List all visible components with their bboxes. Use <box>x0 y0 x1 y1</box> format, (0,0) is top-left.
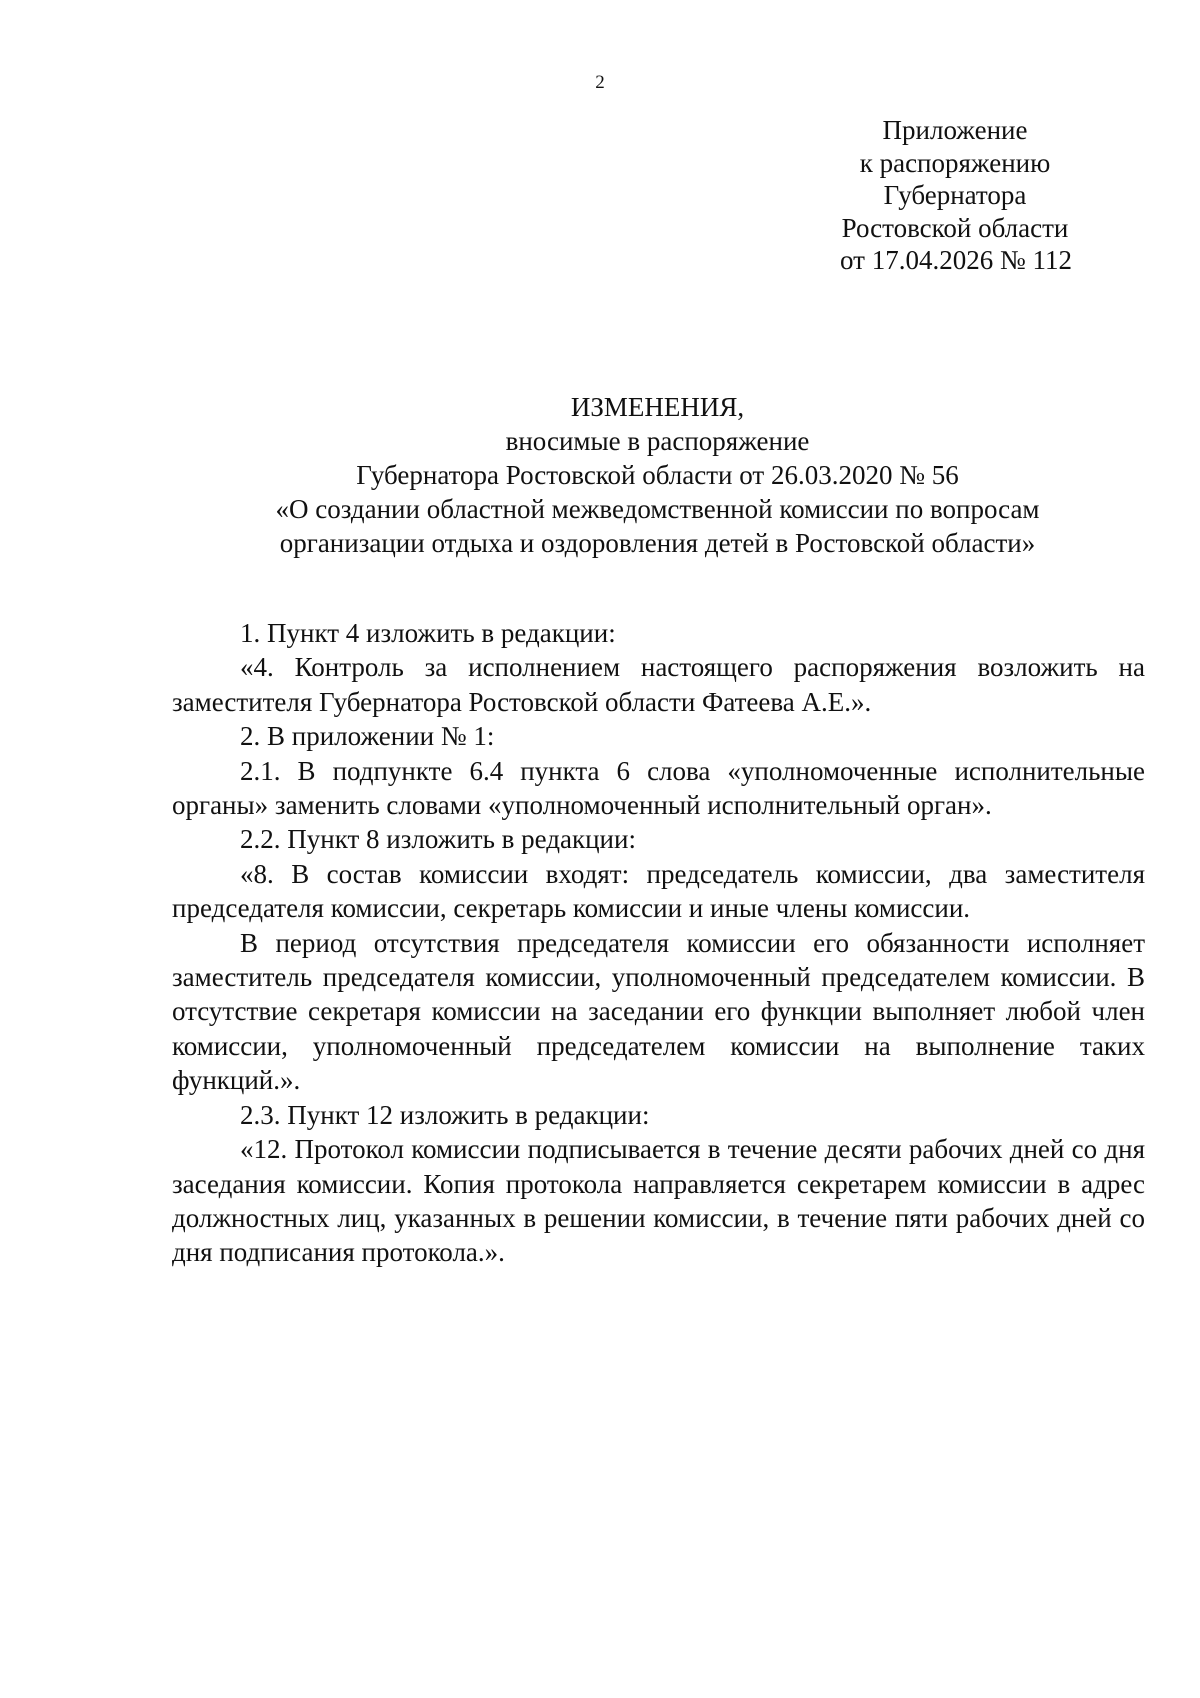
paragraph: 2.2. Пункт 8 изложить в редакции: <box>240 824 636 855</box>
paragraph: 1. Пункт 4 изложить в редакции: <box>240 618 616 648</box>
title-line: организации отдыха и оздоровления детей в Ростовской области» <box>279 528 1036 558</box>
paragraph: В период отсутствия председателя комиссии его обязанности исполняет заместитель председателя комиссии, уполномоченный председателем комиссии. В отсутствие секретаря комиссии на заседании его функции выполняет любой член комиссии, уполномоченный председателем комиссии на выполнение таких функций.». <box>172 927 1145 1096</box>
paragraph: «12. Протокол комиссии подписывается в течение десяти рабочих дней со дня заседания комиссии. Копия протокола направляется секретарем комиссии в адрес должностных лиц, указанных в решении комиссии, в течение пяти рабочих дней со дня подписания протокола.». <box>172 1134 1145 1268</box>
paragraph: 2. В приложении № 1: <box>240 721 495 752</box>
paragraph: 2.3. Пункт 12 изложить в редакции: <box>240 1099 650 1130</box>
title-line: Губернатора Ростовской области от 26.03.2020 № 56 <box>356 460 959 490</box>
appendix-line: от 17.04.2026 № 112 <box>840 245 1072 275</box>
title-heading: ИЗМЕНЕНИЯ, <box>570 392 745 422</box>
paragraph: 2.1. В подпункте 6.4 пункта 6 слова «уполномоченные исполнительные органы» заменить словами «уполномоченный исполнительный орган». <box>172 755 1145 821</box>
appendix-line: к распоряжению <box>859 147 1051 178</box>
document-title <box>170 390 1145 560</box>
paragraph: «8. В состав комиссии входят: председатель комиссии, два заместителя председателя комиссии, секретарь комиссии и иные члены комиссии. <box>172 858 1145 924</box>
appendix-line: Приложение <box>882 115 1028 145</box>
appendix-line: Ростовской области <box>841 212 1069 243</box>
paragraph: «4. Контроль за исполнением настоящего распоряжения возложить на заместителя Губернатора Ростовской области Фатеева А.Е.». <box>172 652 1145 717</box>
title-line: «О создании областной межведомственной комиссии по вопросам <box>275 494 1040 524</box>
page-number: 2 <box>595 72 605 93</box>
document-body <box>172 616 1145 1270</box>
appendix-reference <box>840 114 1070 277</box>
appendix-line: Губернатора <box>883 180 1027 210</box>
title-line: вносимые в распоряжение <box>505 426 810 456</box>
